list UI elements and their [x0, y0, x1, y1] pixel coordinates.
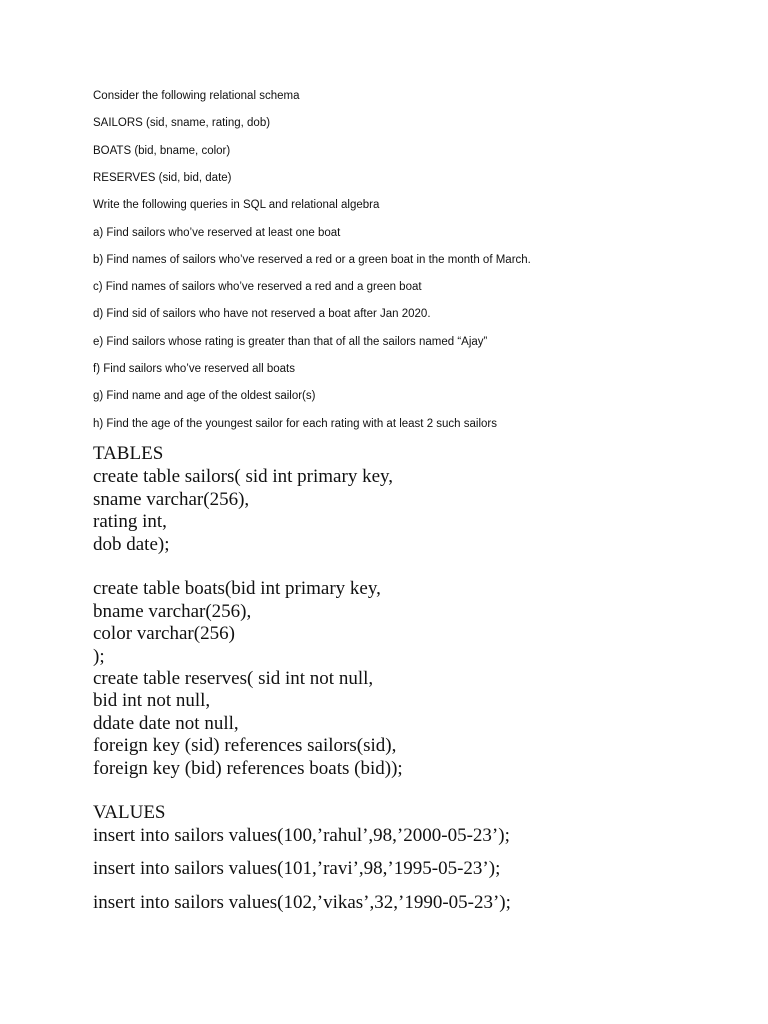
- reserves-sql-line: bid int not null,: [93, 690, 211, 711]
- reserves-sql-line: foreign key (bid) references boats (bid));: [93, 758, 403, 779]
- boats-sql-line: );: [93, 646, 105, 667]
- sailors-sql-line: sname varchar(256),: [93, 489, 250, 510]
- reserves-sql-line: foreign key (sid) references sailors(sid),: [93, 735, 397, 756]
- schema-boats: BOATS (bid, bname, color): [93, 145, 231, 157]
- boats-sql-line: create table boats(bid int primary key,: [93, 578, 381, 599]
- question-a: a) Find sailors who’ve reserved at least one boat: [93, 227, 341, 239]
- values-heading: VALUES: [93, 802, 166, 823]
- reserves-sql-line: ddate date not null,: [93, 713, 239, 734]
- schema-reserves: RESERVES (sid, bid, date): [93, 172, 232, 184]
- sailors-sql-line: create table sailors( sid int primary key,: [93, 466, 394, 487]
- insert-statement: insert into sailors values(102,’vikas’,32,’1990-05-23’);: [93, 892, 511, 913]
- insert-statement: insert into sailors values(100,’rahul’,98,’2000-05-23’);: [93, 825, 510, 846]
- question-f: f) Find sailors who’ve reserved all boats: [93, 363, 295, 375]
- question-c: c) Find names of sailors who’ve reserved a red and a green boat: [93, 281, 422, 293]
- instruction-text: Write the following queries in SQL and relational algebra: [93, 199, 380, 211]
- question-b: b) Find names of sailors who’ve reserved a red or a green boat in the month of March.: [93, 254, 531, 266]
- boats-sql-line: bname varchar(256),: [93, 601, 252, 622]
- boats-sql-line: color varchar(256): [93, 623, 235, 644]
- insert-statement: insert into sailors values(101,’ravi’,98,’1995-05-23’);: [93, 858, 501, 879]
- question-e: e) Find sailors whose rating is greater than that of all the sailors named “Ajay”: [93, 336, 488, 348]
- sailors-sql-line: rating int,: [93, 511, 167, 532]
- question-d: d) Find sid of sailors who have not reserved a boat after Jan 2020.: [93, 308, 431, 320]
- reserves-sql-line: create table reserves( sid int not null,: [93, 668, 374, 689]
- question-h: h) Find the age of the youngest sailor for each rating with at least 2 such sailors: [93, 418, 497, 430]
- question-g: g) Find name and age of the oldest sailor(s): [93, 390, 316, 402]
- sailors-sql-line: dob date);: [93, 534, 170, 555]
- schema-sailors: SAILORS (sid, sname, rating, dob): [93, 117, 271, 129]
- intro-heading: Consider the following relational schema: [93, 90, 300, 102]
- tables-heading: TABLES: [93, 443, 164, 464]
